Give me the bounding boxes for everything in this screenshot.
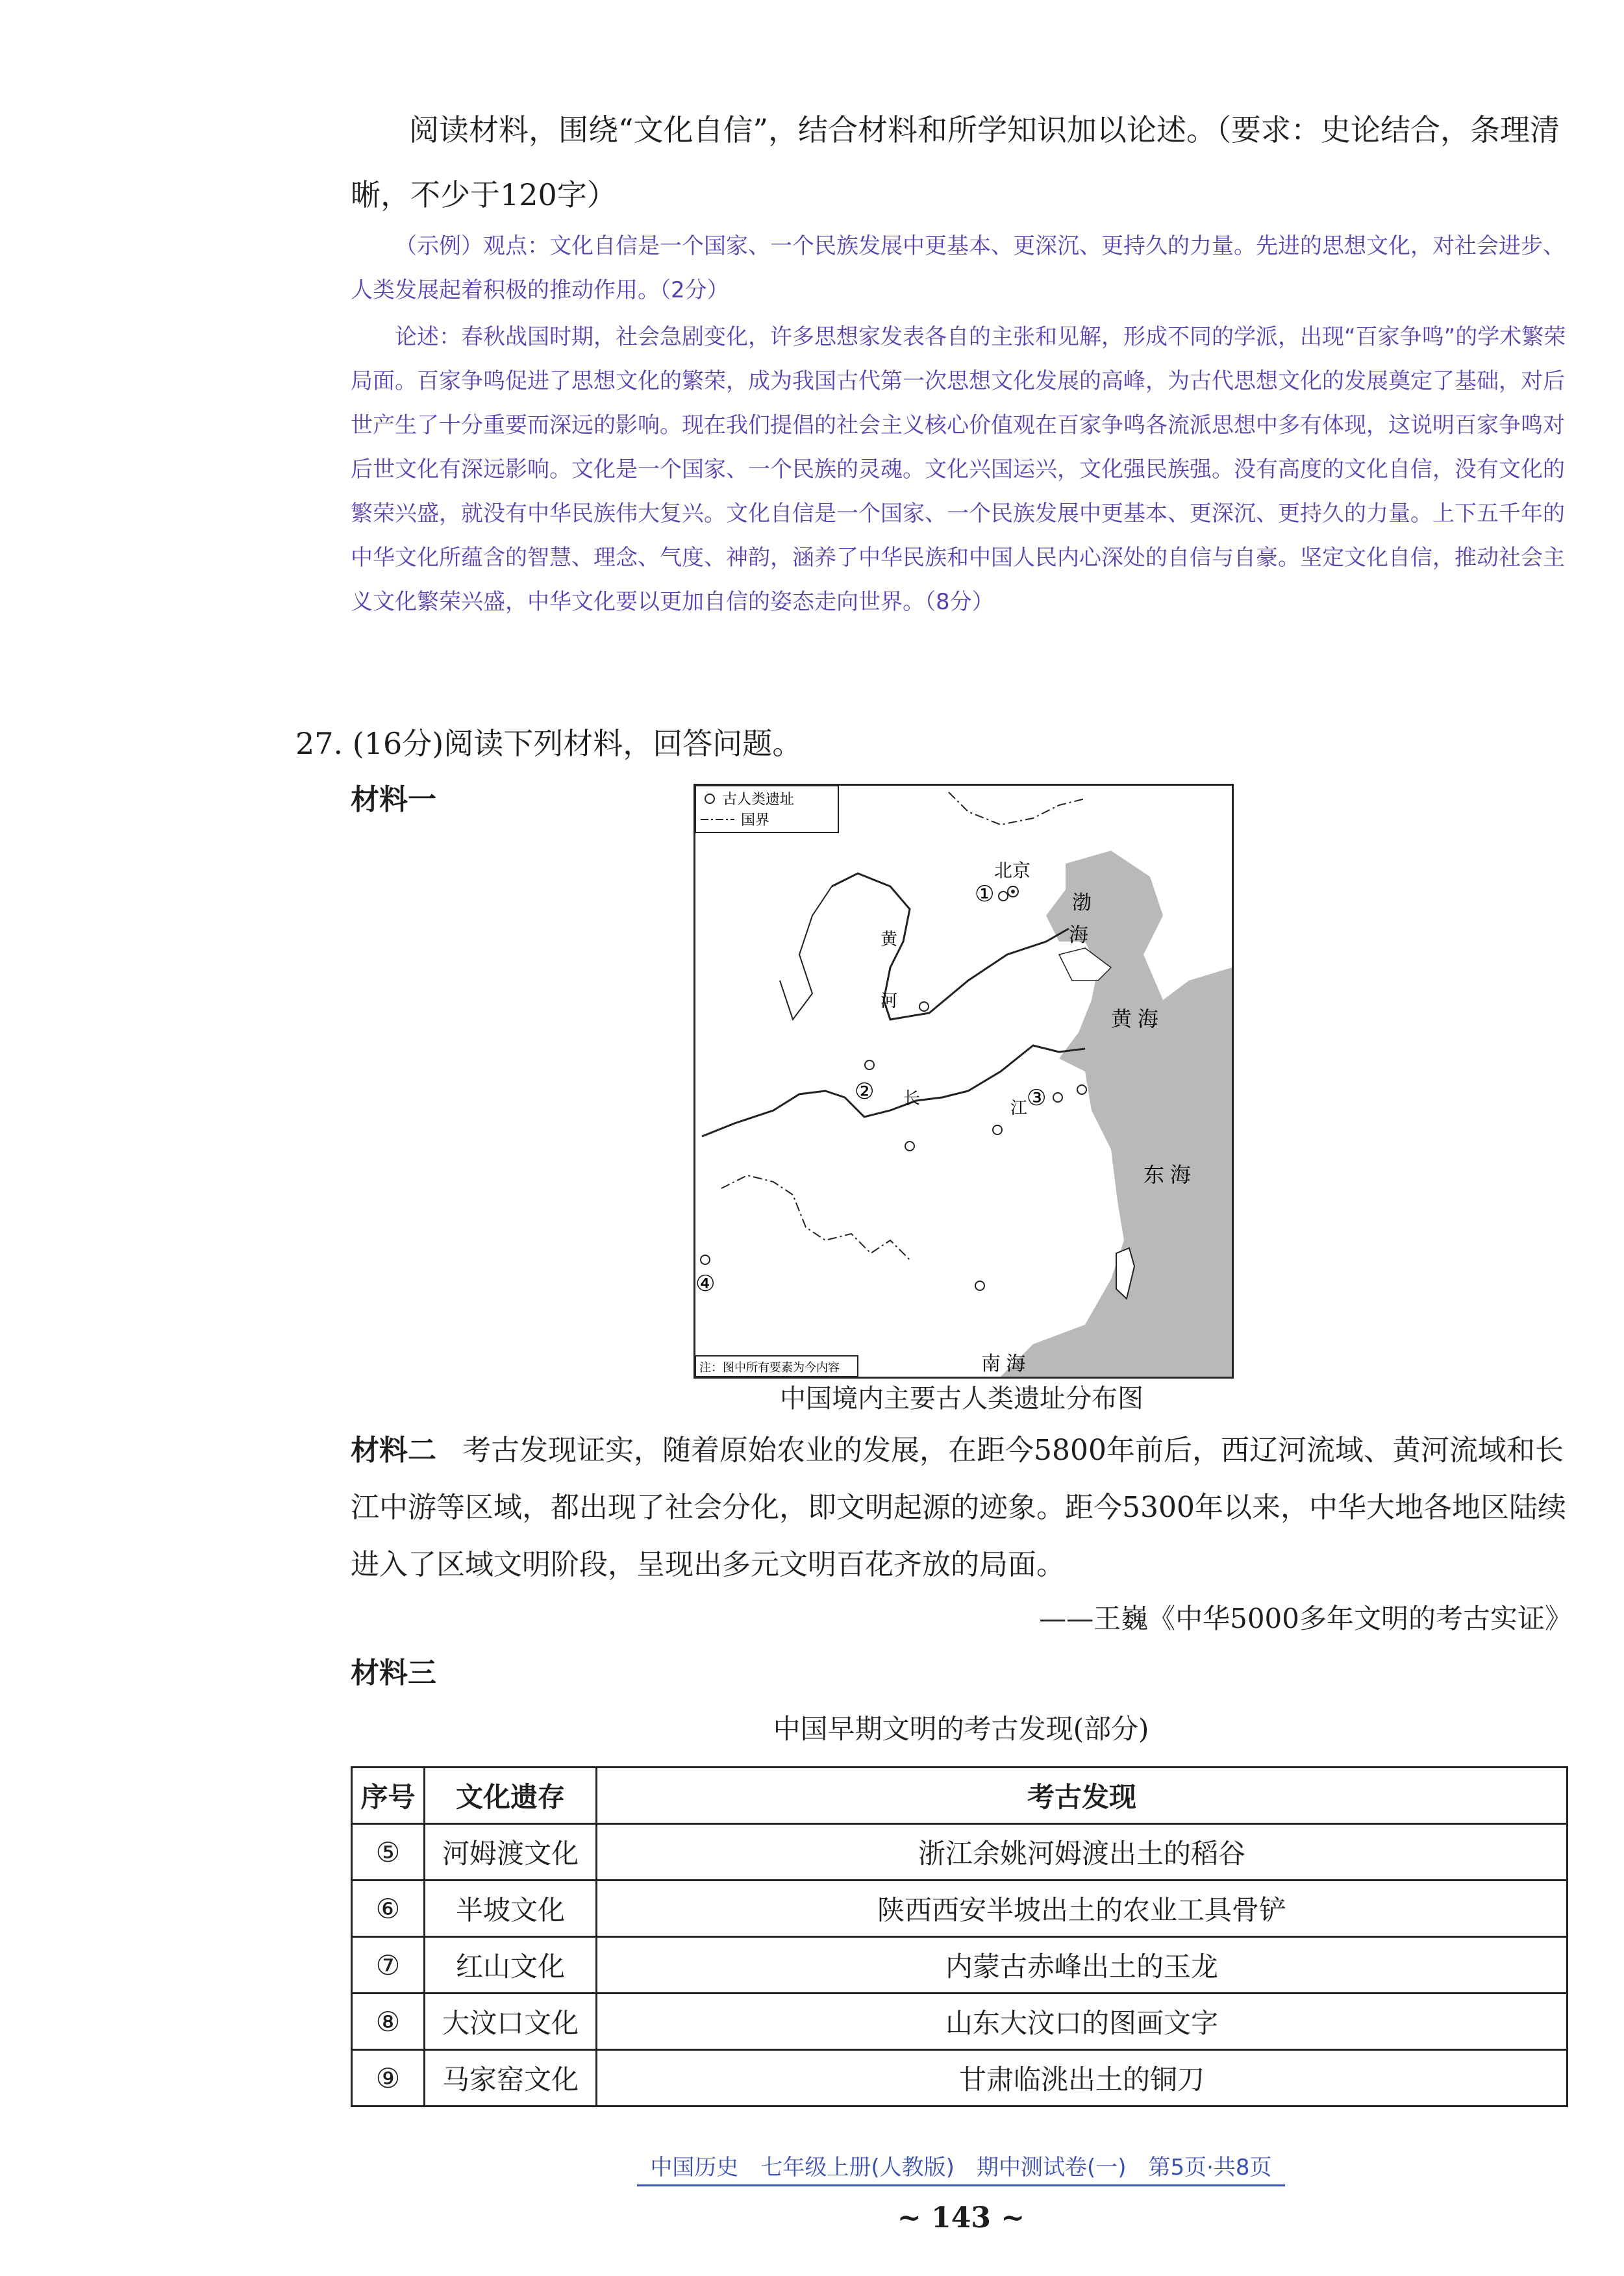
table-row bbox=[352, 1994, 1568, 2050]
table-cell: ⑧ bbox=[352, 1994, 425, 2050]
site-marker bbox=[1077, 1085, 1086, 1094]
material-2-source: ——王巍《中华5000多年文明的考古实证》 bbox=[1039, 1603, 1572, 1634]
table-row bbox=[352, 1881, 1568, 1937]
table-cell: 甘肃临洮出土的铜刀 bbox=[597, 2050, 1568, 2107]
table-cell: 内蒙古赤峰出土的玉龙 bbox=[597, 1937, 1568, 1994]
national-border bbox=[721, 1175, 910, 1260]
answer-argument: 论述：春秋战国时期，社会急剧变化，许多思想家发表各自的主张和见解，形成不同的学派，出现“百家争鸣”的学术繁荣局面。百家争鸣促进了思想文化的繁荣，成为我国古代第一次思想文化发展的高峰，为古代思想文化的发展奠定了基础，对后世产生了十分重要而深远的影响。现在我们提倡的社会主义核心价值观在百家争鸣各流派思想中多有体现，这说明百家争鸣对后世文化有深远影响。文化是一个国家、一个民族的灵魂。文化兴国运兴，文化强民族强。没有高度的文化自信，没有文化的繁荣兴盛，就没有中华民族伟大复兴。文化自信是一个国家、一个民族发展中更基本、更深沉、更持久的力量。上下五千年的中华文化所蕴含的智慧、理念、气度、神韵，涵养了中华民族和中国人民内心深处的自信与自豪。坚定文化自信，推动社会主义文化繁荣兴盛，中华文化要以更加自信的姿态走向世界。（8分） bbox=[351, 324, 1566, 615]
answer-viewpoint: （示例）观点：文化自信是一个国家、一个民族发展中更基本、更深沉、更持久的力量。先进的思想文化，对社会进步、人类发展起着积极的推动作用。（2分） bbox=[351, 233, 1565, 303]
national-border-north bbox=[949, 792, 1085, 825]
material-2-text: 考古发现证实，随着原始农业的发展，在距今5800年前后，西辽河流域、黄河流域和长江中游等区域，都出现了社会分化，即文明起源的迹象。距今5300年以来，中华大地各地区陆续进入了区域文明阶段，呈现出多元文明百花齐放的局面。 bbox=[351, 1434, 1566, 1581]
site-marker bbox=[905, 1142, 914, 1151]
table-header-row bbox=[352, 1768, 1568, 1824]
site-marker bbox=[1053, 1093, 1062, 1102]
table-cell: 马家窑文化 bbox=[425, 2050, 597, 2107]
east-sea-label: 东 海 bbox=[1143, 1163, 1191, 1186]
header-cell: 文化遗存 bbox=[425, 1768, 597, 1824]
answer-block bbox=[351, 224, 1571, 624]
south-sea-label: 南 海 bbox=[981, 1353, 1026, 1375]
table-cell: 半坡文化 bbox=[425, 1881, 597, 1937]
yangtze-label-2: 江 bbox=[1010, 1098, 1028, 1118]
map-note: 注：图中所有要素为今内容 bbox=[699, 1361, 840, 1374]
yangtze-label-1: 长 bbox=[903, 1088, 921, 1108]
beijing-label: 北京 bbox=[994, 860, 1031, 881]
archaeology-table bbox=[351, 1766, 1568, 2107]
material-2 bbox=[351, 1422, 1571, 1594]
site-marker bbox=[701, 1255, 710, 1264]
question-27-title: 27. (16分)阅读下列材料，回答问题。 bbox=[295, 726, 803, 761]
table-cell: 河姆渡文化 bbox=[425, 1824, 597, 1881]
site-marker bbox=[999, 892, 1008, 901]
table-cell: 大汶口文化 bbox=[425, 1994, 597, 2050]
table-cell: ⑦ bbox=[352, 1937, 425, 1994]
map-caption: 中国境内主要古人类遗址分布图 bbox=[780, 1384, 1143, 1414]
footer-text: 中国历史 七年级上册(人教版) 期中测试卷(一) 第5页·共8页 bbox=[637, 2155, 1284, 2186]
site-3-label: ③ bbox=[1027, 1085, 1047, 1111]
material-3-label: 材料三 bbox=[351, 1657, 436, 1690]
legend-border-text: 国界 bbox=[741, 812, 770, 828]
table-title: 中国早期文明的考古发现(部分) bbox=[773, 1713, 1149, 1745]
table-cell: ⑥ bbox=[352, 1881, 425, 1937]
legend-site-text: 古人类遗址 bbox=[723, 791, 795, 807]
site-marker bbox=[919, 1002, 929, 1011]
legend-site-icon bbox=[705, 794, 714, 803]
table-cell: 陕西西安半坡出土的农业工具骨铲 bbox=[597, 1881, 1568, 1937]
bohai-label-1: 渤 bbox=[1072, 892, 1092, 914]
sea-area bbox=[1001, 851, 1232, 1377]
yellow-river-label-2: 河 bbox=[881, 991, 898, 1010]
site-marker bbox=[865, 1060, 874, 1069]
ancient-sites-map bbox=[693, 784, 1234, 1379]
header-cell: 序号 bbox=[352, 1768, 425, 1824]
table-cell: 山东大汶口的图画文字 bbox=[597, 1994, 1568, 2050]
map-svg bbox=[695, 786, 1232, 1377]
table-cell: 浙江余姚河姆渡出土的稻谷 bbox=[597, 1824, 1568, 1881]
site-1-label: ① bbox=[975, 881, 995, 907]
table-row bbox=[352, 1937, 1568, 1994]
site-marker bbox=[993, 1125, 1002, 1134]
table-cell: ⑨ bbox=[352, 2050, 425, 2107]
table-row bbox=[352, 2050, 1568, 2107]
table-row bbox=[352, 1824, 1568, 1881]
table-cell: ⑤ bbox=[352, 1824, 425, 1881]
yellow-river bbox=[832, 873, 1069, 1019]
site-marker bbox=[975, 1281, 984, 1290]
table-cell: 红山文化 bbox=[425, 1937, 597, 1994]
page-footer bbox=[351, 2149, 1571, 2181]
yellow-river-label-1: 黄 bbox=[881, 929, 898, 949]
bohai-label-2: 海 bbox=[1069, 925, 1088, 946]
header-cell: 考古发现 bbox=[597, 1768, 1568, 1824]
page-number: ~ 143 ~ bbox=[897, 2201, 1025, 2234]
site-2-label: ② bbox=[855, 1079, 875, 1105]
question-intro: 阅读材料，围绕“文化自信”，结合材料和所学知识加以论述。（要求：史论结合，条理清晰，不少于120字） bbox=[351, 112, 1560, 212]
site-4-label: ④ bbox=[695, 1271, 716, 1297]
material-2-label: 材料二 bbox=[351, 1434, 436, 1467]
material-1-label: 材料一 bbox=[351, 783, 436, 816]
yellow-river-upper bbox=[780, 886, 832, 1019]
yellow-sea-label: 黄 海 bbox=[1111, 1007, 1158, 1031]
